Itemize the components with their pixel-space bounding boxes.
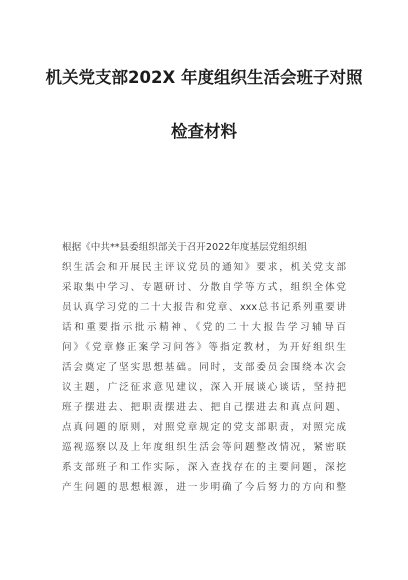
body-paragraph-line: 系支部班子和工作实际，深入查找存在的主要问题，深挖	[62, 462, 346, 473]
body-paragraph-line: 产生问题的思想根源，进一步明确了今后努力的方向和整	[62, 482, 346, 493]
body-paragraph-line: 巡视巡察以及上年度组织生活会等问题整改情况，紧密联	[62, 442, 346, 453]
body-paragraph-line: 员认真学习党的二十大报告和党章、xxx总书记系列重要讲	[62, 302, 346, 313]
document-title-line-2: 检查材料	[171, 122, 237, 141]
body-paragraph-line: 点真问题的原则，对照党章规定的党支部职责，对照完成	[62, 422, 346, 433]
body-paragraph-line: 采取集中学习、专题研讨、分散自学等方式，组织全体党	[62, 282, 346, 293]
body-paragraph-line: 班子摆进去、把职责摆进去、把自己摆进去和真点问题、	[62, 402, 346, 413]
document-title-line-1: 机关党支部202X 年度组织生活会班子对照	[45, 68, 363, 87]
body-paragraph-line: 根据《中共**县委组织部关于召开2022年度基层党组织组	[62, 242, 308, 253]
body-paragraph-line: 织生活会和开展民主评议党员的通知》要求，机关党支部	[62, 262, 346, 273]
body-paragraph-line: 话和重要指示批示精神、《党的二十大报告学习辅导百	[62, 322, 346, 333]
body-paragraph-line: 问》《党章修正案学习问答》等指定教材，为开好组织生	[62, 342, 346, 353]
body-paragraph-line: 活会奠定了坚实思想基础。同时，支部委员会围绕本次会	[62, 362, 346, 373]
body-paragraph-line: 议主题，广泛征求意见建议，深入开展谈心谈话，坚持把	[62, 382, 346, 393]
